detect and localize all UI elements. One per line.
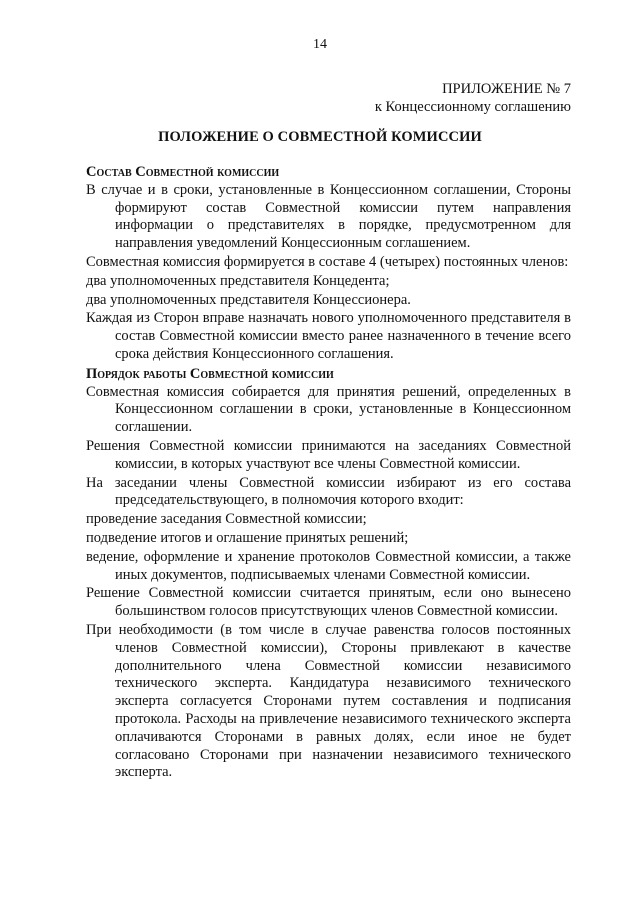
paragraph: Совместная комиссия собирается для принятия решений, определенных в Концессионном соглашении в сроки, установленные в Концессионном соглашении. <box>86 383 571 436</box>
paragraph: ведение, оформление и хранение протоколов Совместной комиссии, а также иных документов, подписываемых членами Совместной комиссии. <box>86 548 571 583</box>
paragraph: Решения Совместной комиссии принимаются на заседаниях Совместной комиссии, в которых участвуют все члены Совместной комиссии. <box>86 437 571 472</box>
appendix-line-2: к Концессионному соглашению <box>374 99 571 115</box>
paragraph: Каждая из Сторон вправе назначать нового уполномоченного представителя в состав Совместной комиссии вместо ранее назначенного в течение всего срока действия Концессионного соглашения. <box>86 310 571 362</box>
page-number: 14 <box>313 37 327 52</box>
document-body <box>86 162 571 783</box>
paragraph: два уполномоченных представителя Концедента; <box>86 272 390 289</box>
document-title: ПОЛОЖЕНИЕ О СОВМЕСТНОЙ КОМИССИИ <box>158 129 482 145</box>
appendix-line-1: ПРИЛОЖЕНИЕ № 7 <box>442 81 571 97</box>
paragraph: два уполномоченных представителя Концессионера. <box>86 291 411 308</box>
paragraph: Совместная комиссия формируется в составе 4 (четырех) постоянных членов: <box>86 253 569 270</box>
paragraph: проведение заседания Совместной комиссии; <box>86 511 367 528</box>
section-heading-procedure: Порядок работы Совместной комиссии <box>86 365 334 382</box>
paragraph: На заседании члены Совместной комиссии избирают из его состава председательствующего, в полномочия которого входит: <box>86 474 571 509</box>
section-heading-composition: Состав Совместной комиссии <box>86 164 280 180</box>
paragraph: При необходимости (в том числе в случае равенства голосов постоянных членов Совместной комиссии), Стороны привлекают в качестве дополнительного члена Совместной комиссии независимого технического эксперта. Кандидатура независимого технического эксперта согласуется Сторонами путем составления и подписания протокола. Расходы на привлечение независимого технического эксперта оплачиваются Сторонами в равных долях, если иное не будет согласовано Сторонами при назначении независимого технического эксперта. <box>86 621 571 781</box>
appendix-header <box>375 80 571 116</box>
paragraph: В случае и в сроки, установленные в Концессионном соглашении, Стороны формируют состав Совместной комиссии путем направления информации о представителях в порядке, предусмотренном для направления уведомлений Концессионным соглашением. <box>86 181 571 252</box>
paragraph: подведение итогов и оглашение принятых решений; <box>86 529 409 546</box>
paragraph: Решение Совместной комиссии считается принятым, если оно вынесено большинством голосов присутствующих членов Совместной комиссии. <box>86 585 571 620</box>
